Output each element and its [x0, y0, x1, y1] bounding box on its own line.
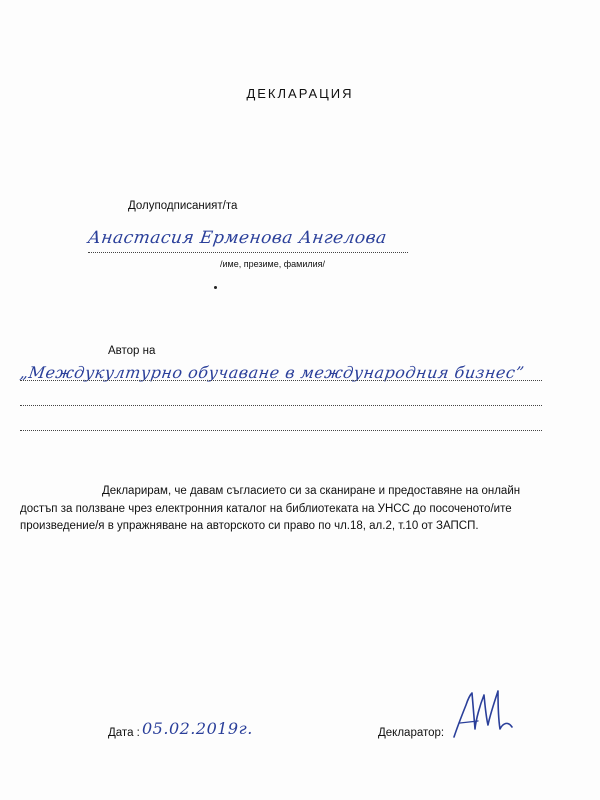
undersigned-label: Долуподписаният/та [128, 200, 238, 212]
page-title: ДЕКЛАРАЦИЯ [246, 86, 354, 101]
declarator-label: Декларатор: [378, 727, 445, 739]
work-line-2 [20, 405, 542, 406]
name-hint: /име, презиме, фамилия/ [220, 259, 326, 269]
work-line-1 [20, 380, 542, 381]
date-label: Дата : [108, 727, 140, 739]
work-line-3 [20, 430, 542, 431]
name-dotted-line [88, 252, 408, 253]
signature-image [448, 665, 518, 745]
ink-dot [214, 286, 217, 289]
declaration-paragraph: Декларирам, че давам съгласието си за сканиране и предоставяне на онлайн достъп за ползване чрез електронния каталог на библиотеката на УНСС до посоченото/ите произведение/я в упражняване на авторското си право по чл.18, ал.2, т.10 от ЗАПСП. [20, 485, 521, 532]
date-value: 05.02.2019г. [142, 719, 253, 738]
name-handwritten: Анастасия Ерменова Ангелова [86, 228, 389, 248]
author-label: Автор на [108, 345, 156, 357]
work-title-handwritten: „Междукултурно обучаване в международния бизнес” [18, 363, 526, 382]
